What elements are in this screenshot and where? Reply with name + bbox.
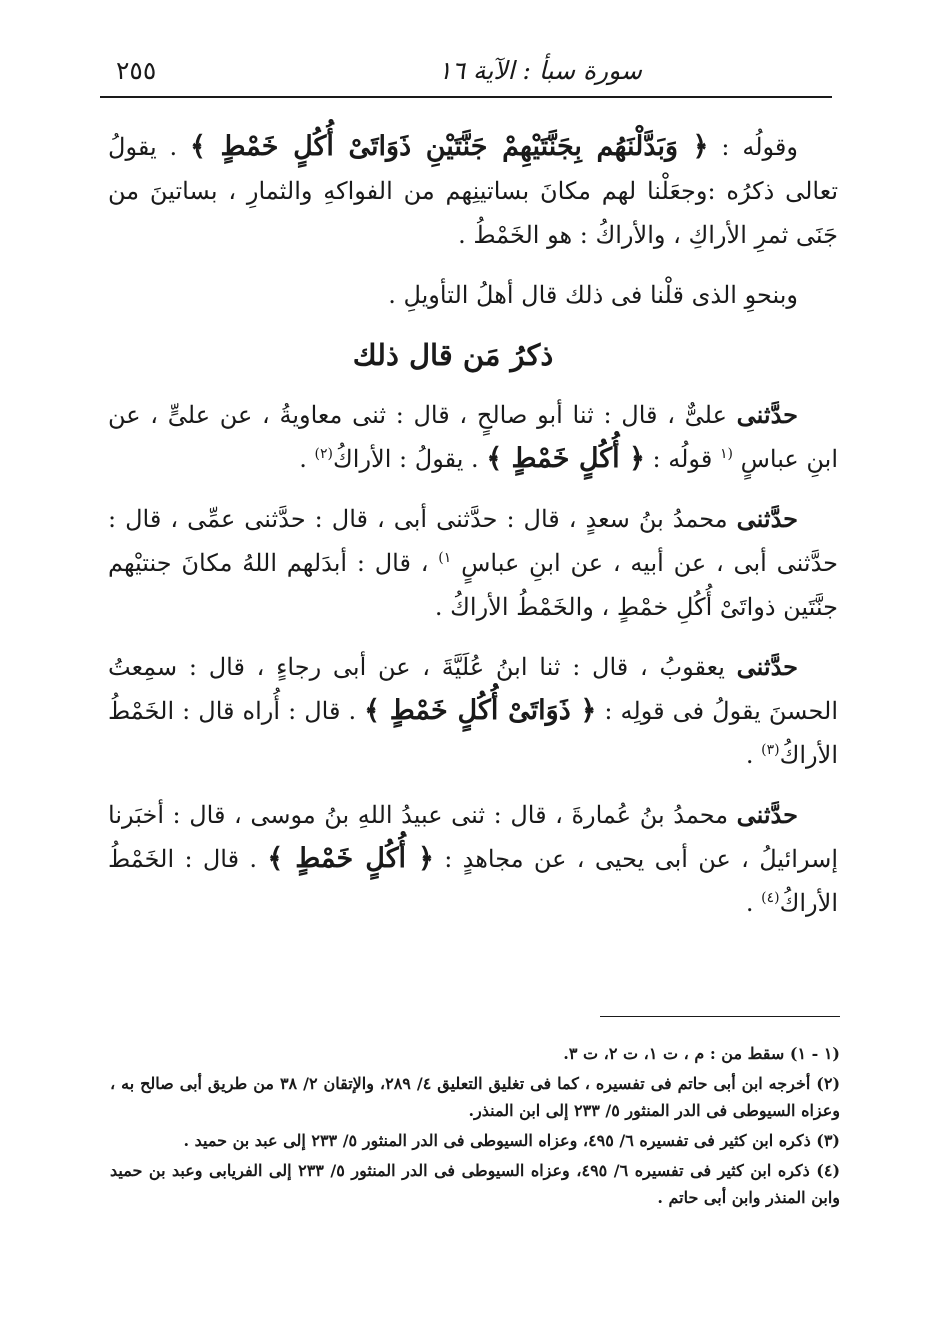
p2-text: وبنحوِ الذى قلْنا فى ذلك قال أهلُ التأويلِ . bbox=[388, 281, 798, 309]
footnote-marker: (٤) bbox=[761, 890, 780, 906]
quran-verse: ﴿ وَبَدَّلْنَهُم بِجَنَّتَيْهِمْ جَنَّتَيْنِ ذَوَاتَىْ أُكُلٍ خَمْطٍ ﴾ bbox=[190, 131, 709, 162]
paragraph-1 bbox=[108, 125, 838, 257]
header-rule bbox=[100, 96, 832, 98]
footnote-marker: (١ bbox=[719, 446, 733, 462]
paragraph-6 bbox=[108, 793, 838, 925]
p1-text: . يقولُ تعالى ذكرُه :وجعَلْنا لهم مكانَ بساتينِهم من الفواكهِ والثمارِ ، بساتينَ من جَنَى ثمرِ الأراكِ ، والأراكُ : هو الخَمْطُ . bbox=[108, 133, 838, 249]
footnote-4: (٤) ذكره ابن كثير فى تفسيره ٦/ ٤٩٥، وعزاه السيوطى فى الدر المنثور ٥/ ٢٣٣ إلى الفريابى وعبد بن حميد وابن المنذر وابن أبى حاتم . bbox=[110, 1161, 841, 1207]
p3-text: علىٌّ ، قال : ثنا أبو صالحٍ ، قال : ثنى معاويةُ ، عن علىٍّ ، عن ابنِ عباسٍ bbox=[108, 401, 838, 473]
p1-intro: وقولُه : bbox=[721, 133, 798, 161]
narration-lead: حدَّثنى bbox=[736, 652, 798, 681]
p4-text: محمدُ بنُ سعدٍ ، قال : حدَّثنى أبى ، قال : حدَّثنى عمِّى ، قال : حدَّثنى أبى ، عن أبيه ، عن ابنِ عباسٍ bbox=[108, 505, 838, 577]
narration-lead: حدَّثنى bbox=[736, 504, 798, 533]
paragraph-4 bbox=[108, 497, 838, 629]
p3-text3: . يقولُ : الأراكُ bbox=[333, 445, 479, 473]
p5-end: . bbox=[745, 741, 754, 769]
quran-verse: ﴿ ذَوَاتَىْ أُكُلٍ خَمْطٍ ﴾ bbox=[364, 695, 597, 726]
page-number: ٢٥٥ bbox=[116, 56, 157, 85]
footnote-marker: (٣) bbox=[761, 742, 780, 758]
paragraph-2 bbox=[108, 273, 838, 317]
main-text bbox=[108, 125, 838, 941]
p4-text2: ، قال : أبدَلهم اللهُ مكانَ جنتيْهم جنَّتَين ذواتَىْ أُكُلِ خمْطٍ ، والخَمْطُ الأراكُ . bbox=[108, 549, 838, 621]
paragraph-5 bbox=[108, 645, 838, 777]
p3-text2: قولُه : bbox=[652, 445, 713, 473]
footnote-1: (١ - ١) سقط من : م ، ت ١، ت ٢، ت ٣. bbox=[563, 1044, 840, 1063]
p3-end: . bbox=[299, 445, 307, 473]
footnote-3: (٣) ذكره ابن كثير فى تفسيره ٦/ ٤٩٥، وعزاه السيوطى فى الدر المنثور ٥/ ٢٣٣ إلى عبد بن حميد . bbox=[183, 1131, 840, 1150]
p5-text2: . قال : أُراه قال : الخَمْطُ الأراكُ bbox=[108, 697, 838, 769]
footnote-marker: (٢) bbox=[314, 446, 334, 462]
narration-lead: حدَّثنى bbox=[736, 400, 798, 429]
footnotes bbox=[110, 1040, 840, 1214]
footnote-marker: ١) bbox=[438, 550, 452, 566]
footnote-2: (٢) أخرجه ابن أبى حاتم فى تفسيره ، كما فى تغليق التعليق ٤/ ٢٨٩، والإتقان ٢/ ٣٨ من طريق أبى صالح به ، وعزاه السيوطى فى الدر المنثور ٥/ ٢٣٣ إلى ابن المنذر. bbox=[110, 1074, 841, 1120]
quran-verse: ﴿ أُكُلٍ خَمْطٍ ﴾ bbox=[486, 443, 645, 474]
p6-end: . bbox=[745, 889, 754, 917]
section-heading: ذكرُ مَن قال ذلك bbox=[352, 338, 554, 372]
paragraph-3 bbox=[108, 393, 838, 481]
p6-text: محمدُ بنُ عُمارةَ ، قال : ثنى عبيدُ اللهِ بنُ موسى ، قال : أخبَرنا إسرائيلُ ، عن أبى يحيى ، عن مجاهدٍ : bbox=[108, 801, 838, 873]
running-title: سورة سبأ : الآية ١٦ bbox=[438, 56, 642, 85]
footnote-rule bbox=[600, 1016, 840, 1017]
narration-lead: حدَّثنى bbox=[736, 800, 798, 829]
p6-text2: . قال : الخَمْطُ الأراكُ bbox=[108, 845, 838, 917]
quran-verse: ﴿ أُكُلٍ خَمْطٍ ﴾ bbox=[267, 843, 434, 874]
p5-text: يعقوبُ ، قال : ثنا ابنُ عُلَيَّةَ ، عن أبى رجاءٍ ، قال : سمِعتُ الحسنَ يقولُ فى قولِه : bbox=[108, 653, 838, 725]
running-header bbox=[100, 52, 832, 92]
